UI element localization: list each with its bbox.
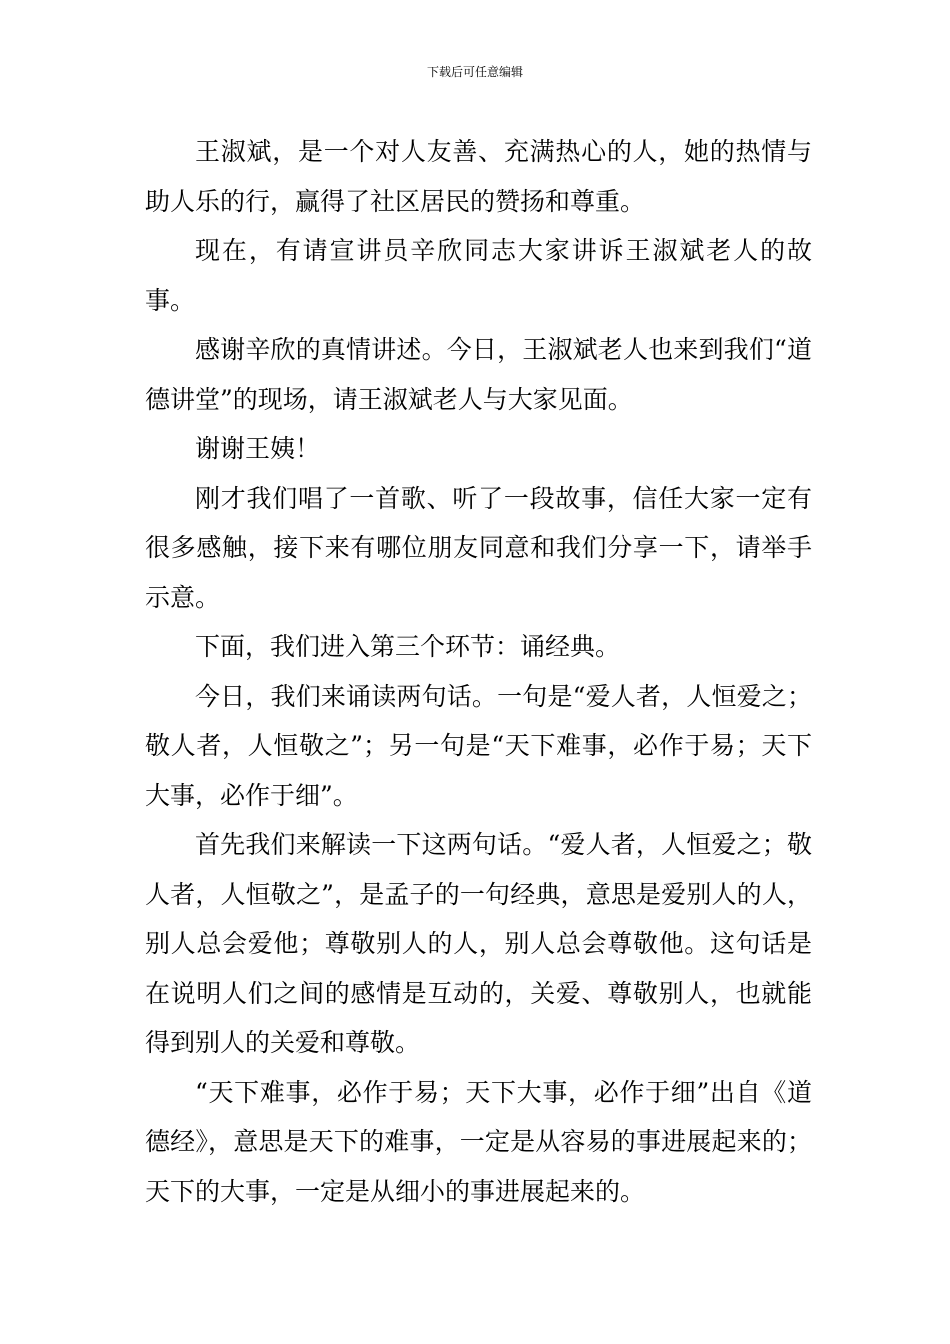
document-body bbox=[145, 127, 812, 1216]
paragraph-4: 谢谢王姨！ bbox=[195, 434, 321, 463]
paragraph-6: 下面，我们进入第三个环节：诵经典。 bbox=[195, 632, 621, 661]
paragraph-3: 感谢辛欣的真情讲述。今日，王淑斌老人也来到我们“道德讲堂”的现场，请王淑斌老人与大家见面。 bbox=[145, 335, 812, 414]
paragraph-9: “天下难事，必作于易；天下大事，必作于细”出自《道德经》，意思是天下的难事，一定是从容易的事进展起来的；天下的大事，一定是从细小的事进展起来的。 bbox=[145, 1077, 812, 1206]
paragraph-2: 现在，有请宣讲员辛欣同志大家讲诉王淑斌老人的故事。 bbox=[145, 236, 812, 315]
page-header-note: 下载后可任意编辑 bbox=[426, 65, 523, 79]
paragraph-5: 刚才我们唱了一首歌、听了一段故事，信任大家一定有很多感触，接下来有哪位朋友同意和我们分享一下，请举手示意。 bbox=[145, 483, 812, 612]
paragraph-8: 首先我们来解读一下这两句话。“爱人者，人恒爱之；敬人者，人恒敬之”，是孟子的一句经典，意思是爱别人的人，别人总会爱他；尊敬别人的人，别人总会尊敬他。这句话是在说明人们之间的感情是互动的，关爱、尊敬别人，也就能得到别人的关爱和尊敬。 bbox=[145, 830, 812, 1057]
paragraph-7: 今日，我们来诵读两句话。一句是“爱人者，人恒爱之；敬人者，人恒敬之”；另一句是“天下难事，必作于易；天下大事，必作于细”。 bbox=[145, 681, 812, 810]
paragraph-1: 王淑斌，是一个对人友善、充满热心的人，她的热情与助人乐的行，赢得了社区居民的赞扬和尊重。 bbox=[145, 137, 812, 216]
